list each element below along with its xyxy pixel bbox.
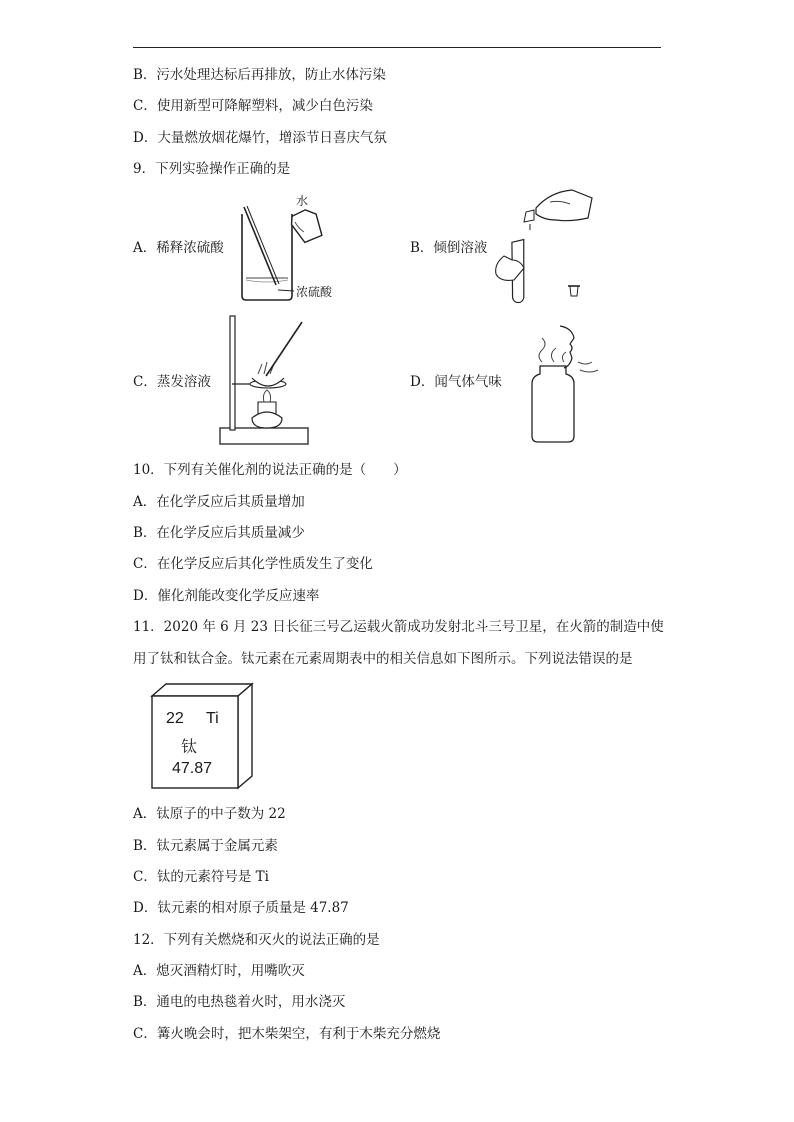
q12-option-b: B．通电的电热毯着火时，用水浇灭 <box>133 994 346 1010</box>
q11-stem-line1: 11．2020 年 6 月 23 日长征三号乙运载火箭成功发射北斗三号卫星，在火箭的制造中使 <box>133 619 664 635</box>
q10-option-d: D．催化剂能改变化学反应速率 <box>133 588 320 604</box>
q9-option-a-label: A．稀释浓硫酸 <box>133 240 224 256</box>
header-rule <box>133 47 661 48</box>
q10-stem: 10．下列有关催化剂的说法正确的是（ ） <box>133 462 407 478</box>
acid-label: 浓硫酸 <box>296 285 333 299</box>
q9-option-c-label: C．蒸发溶液 <box>133 374 211 390</box>
q9-option-d-label: D．闻气体气味 <box>410 374 502 390</box>
q11-option-b: B．钛元素属于金属元素 <box>133 838 278 854</box>
q10-option-b: B．在化学反应后其质量减少 <box>133 525 305 541</box>
q11-option-d: D．钛元素的相对原子质量是 47.87 <box>133 900 349 916</box>
q12-option-c: C．篝火晚会时，把木柴架空，有利于木柴充分燃烧 <box>133 1026 441 1042</box>
q9-option-b-label: B．倾倒溶液 <box>410 240 488 256</box>
element-symbol: Ti <box>206 710 219 727</box>
pour-solution-figure <box>490 182 600 302</box>
water-label: 水 <box>296 194 309 208</box>
element-name: 钛 <box>181 737 198 756</box>
q8-option-d: D．大量燃放烟花爆竹，增添节日喜庆气氛 <box>133 130 387 146</box>
q10-option-a: A．在化学反应后其质量增加 <box>133 494 305 510</box>
atomic-number: 22 <box>166 710 184 727</box>
q12-stem: 12．下列有关燃烧和灭火的说法正确的是 <box>133 932 380 948</box>
q12-option-a: A．熄灭酒精灯时，用嘴吹灭 <box>133 963 305 979</box>
evaporate-figure <box>218 314 310 450</box>
q8-option-b: B．污水处理达标后再排放，防止水体污染 <box>133 67 386 83</box>
smell-gas-figure <box>520 322 600 446</box>
q11-stem-line2: 用了钛和钛合金。钛元素在元素周期表中的相关信息如下图所示。下列说法错误的是 <box>133 651 633 667</box>
q9-stem: 9．下列实验操作正确的是 <box>133 161 291 177</box>
q8-option-c: C．使用新型可降解塑料，减少白色污染 <box>133 98 373 114</box>
q10-option-c: C．在化学反应后其化学性质发生了变化 <box>133 556 373 572</box>
atomic-mass: 47.87 <box>172 760 213 777</box>
q11-option-a: A．钛原子的中子数为 22 <box>133 806 286 822</box>
q11-option-c: C．钛的元素符号是 Ti <box>133 869 269 885</box>
